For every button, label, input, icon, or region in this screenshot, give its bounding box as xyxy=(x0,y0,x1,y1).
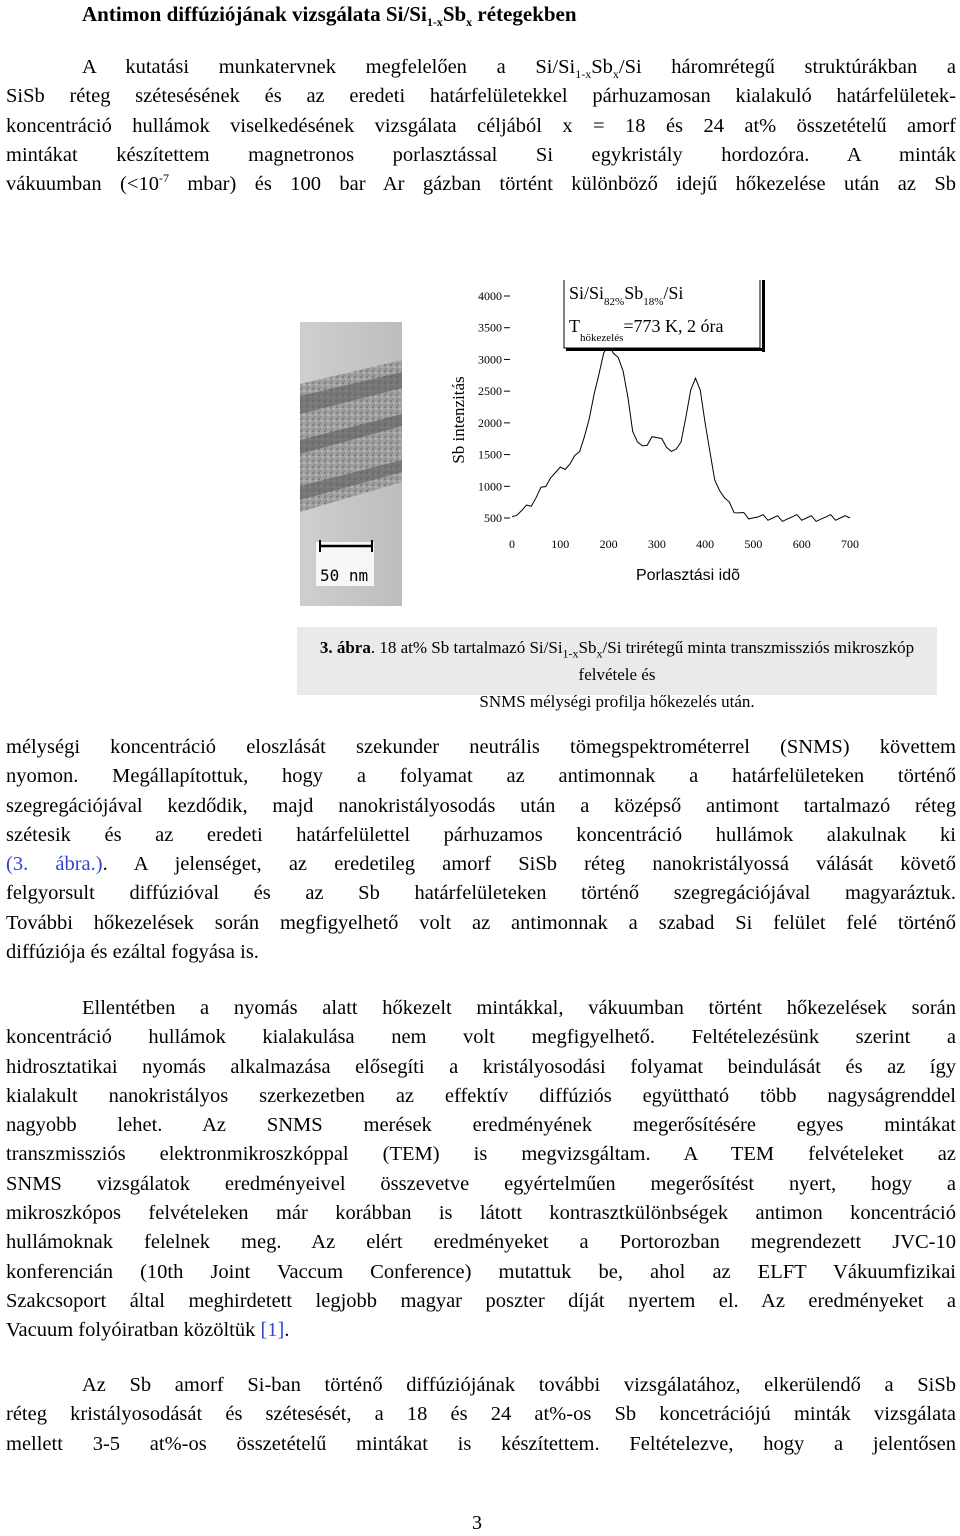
y-tick-label: 2000 xyxy=(478,415,502,430)
svg-text:Si/Si82%Sb18%/Si: $Si/Si_{82\%}Sb_{18\%}/Si$ xyxy=(569,283,684,308)
y-axis-label: Sb intenzitás xyxy=(449,376,468,464)
x-tick-label: 200 xyxy=(599,537,618,551)
y-tick-label: 4000 xyxy=(478,289,502,303)
y-tick-label: 500 xyxy=(484,511,502,525)
intro-paragraph: A kutatási munkatervnek megfelelően a $Si/Si_{1-x}Sb_x/Si$ háromrétegű struktúrákban a SiSb réteg szétesésének és az eredeti határfelületekkel párhuzamosan kialakuló határfelületek- koncentráció hullámok viselkedésének vizsgálata céljából x = 18 és 24 at% összetételű amorf mintákat készítettem magnetronos porlasztással Si egykristály hordozóra. A minták vákuumban ($<10^{-7}$ mbar) és 100 bar Ar gázban történt különböző idejű hőkezelése után az Sb xyxy=(6,56,957,196)
x-tick-label: 300 xyxy=(647,537,666,551)
figure-caption: 3. ábra. 18 at% Sb tartalmazó $Si/Si_{1-x}Sb_x/Si$ trirétegű minta transzmissziós mikroszkóp felvétele és SNMS mélységi profilja hőkezelés után. xyxy=(319,638,915,711)
x-tick-label: 400 xyxy=(696,537,715,551)
citation-link[interactable]: [1] xyxy=(260,1319,285,1342)
snms-chart xyxy=(440,280,910,590)
scale-label: 50 nm xyxy=(320,566,369,585)
sb-intensity-series xyxy=(512,345,850,522)
body-paragraph: mélységi koncentráció eloszlását szekunder neutrális tömegspektrométerrel (SNMS) követtem nyomon. Megállapítottuk, hogy a folyamat az antimonnak a határfelületeken történő szegregációjával kezdődik, majd nanokristályosodás után a középső antimont tartalmazó réteg szétesik és az eredeti határfelülettel párhuzamos koncentráció hullámok alakulnak ki (3. ábra.). A jelenséget, az eredetileg amorf SiSb réteg nanokristályossá válását követő felgyorsult diffúzióval és az Sb határfelületeken történő szegregációjával magyaráztuk. További hőkezelések során megfigyelhető volt az antimonnak a szabad Si felület felé történő diffúziója és ezáltal fogyása is. xyxy=(6,736,956,964)
y-tick-label: 2500 xyxy=(478,384,502,399)
x-tick-label: 700 xyxy=(841,537,859,551)
page-number: 3 xyxy=(472,1512,482,1534)
x-tick-label: 0 xyxy=(509,537,515,551)
y-tick-label: 1500 xyxy=(478,447,502,462)
section-heading: Antimon diffúziójának vizsgálata $Si/Si_{1-x}Sb_x$ rétegekben xyxy=(82,2,577,30)
y-axis xyxy=(478,289,510,525)
y-tick-label: 3500 xyxy=(478,320,502,335)
second-paragraph: Ellentétben a nyomás alatt hőkezelt mintákkal, vákuumban történt hőkezelések során koncentráció hullámok kialakulása nem volt megfigyelhető. Feltételezésünk szerint a hidrosztatikai nyomás alkalmazása elősegíti a kristályosodási folyamat beindulását és az így kialakult nanokristályos szerkezetben az effektív diffúziós együttható több nagyságrenddel nagyobb lehet. Az SNMS merések eredményének megerősítésére egyes mintákat transzmissziós elektronmikroszkóppal (TEM) is megvizsgáltam. A TEM felvételeket az SNMS vizsgálatok eredményeivel összevetve egyértelműen megerősítést nyert, hogy a mikroszkópos felvételeken már korábban is látott kontrasztkülönbségek antimon koncentráció hullámoknak felelnek meg. Az elért eredményeket a Portorozban megrendezett JVC-10 konferencián (10th Joint Vaccum Conference) mutattuk be, ahol az ELFT Vákuumfizikai Szakcsoport által meghirdetett legjobb magyar poszter díját nyertem el. Az eredményeket a Vacuum folyóiratban közöltük [1]. xyxy=(6,997,956,1342)
x-axis-label: Porlasztási idõ xyxy=(635,567,741,584)
x-tick-label: 600 xyxy=(792,537,811,551)
chart-legend xyxy=(564,280,765,352)
tem-micrograph xyxy=(300,322,402,606)
y-tick-label: 3000 xyxy=(478,352,502,367)
third-paragraph: Az Sb amorf Si-ban történő diffúziójának további vizsgálatához, elkerülendő a SiSb réteg kristályosodását és szétesését, a 18 és 24 at%-os Sb koncetrációjú minták vizsgálata mellett 3-5 at%-os összetételű mintákat is készítettem. Feltételezve, hogy a jelentősen xyxy=(6,1374,956,1455)
figure-reference-link[interactable]: (3. ábra.) xyxy=(6,853,103,876)
svg-text:Thökezelés=773 K, 2 óra: $T_{hökezelés}=773$ K, 2 óra xyxy=(569,316,724,344)
x-axis xyxy=(509,537,859,551)
x-tick-label: 500 xyxy=(744,537,763,551)
y-tick-label: 1000 xyxy=(478,479,502,494)
x-tick-label: 100 xyxy=(551,537,570,551)
